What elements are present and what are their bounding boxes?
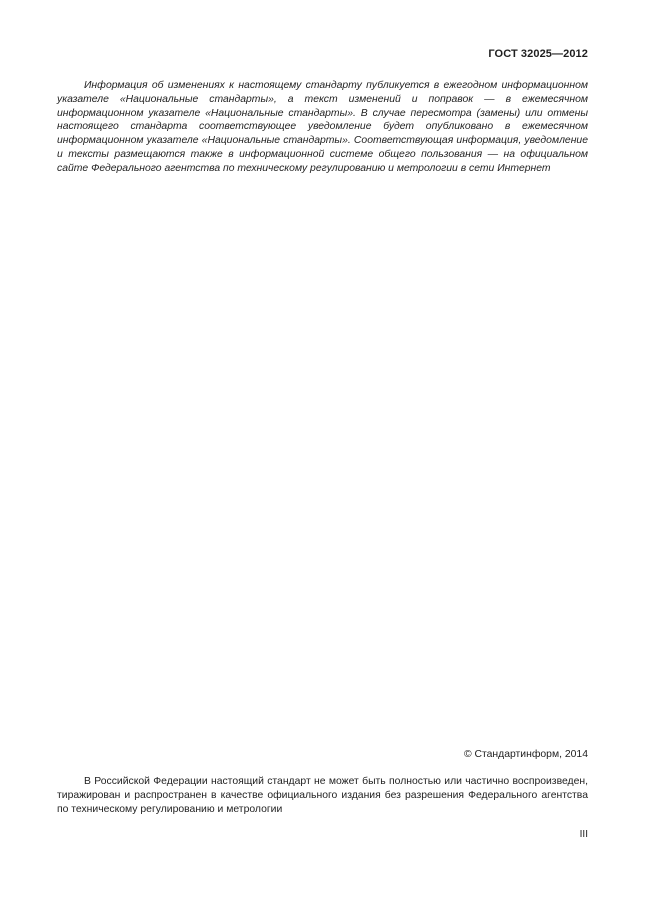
reproduction-notice: В Российской Федерации настоящий стандарт не может быть полностью или частично воспроизведен, тиражирован и распространен в качестве официального издания без разрешения Федерального агентства по техническому регулированию и метрологии — [57, 776, 588, 815]
page-number: III — [579, 829, 588, 840]
amendments-notice: Информация об изменениях к настоящему стандарту публикуется в ежегодном информационном указателе «Национальные стандарты», а текст изменений и поправок — в ежемесячном информационном указателе «Национальные стандарты». В случае пересмотра (замены) или отмены настоящего стандарта соответствующее уведомление будет опубликовано в ежемесячном информационном указателе «Национальные стандарты». Соответствующая информация, уведомление и тексты размещаются также в информационной системе общего пользования — на официальном сайте Федерального агентства по техническому регулированию и метрологии в сети Интернет — [57, 80, 588, 174]
standard-id-header: ГОСТ 32025—2012 — [488, 48, 588, 60]
copyright-line: © Стандартинформ, 2014 — [463, 749, 588, 760]
